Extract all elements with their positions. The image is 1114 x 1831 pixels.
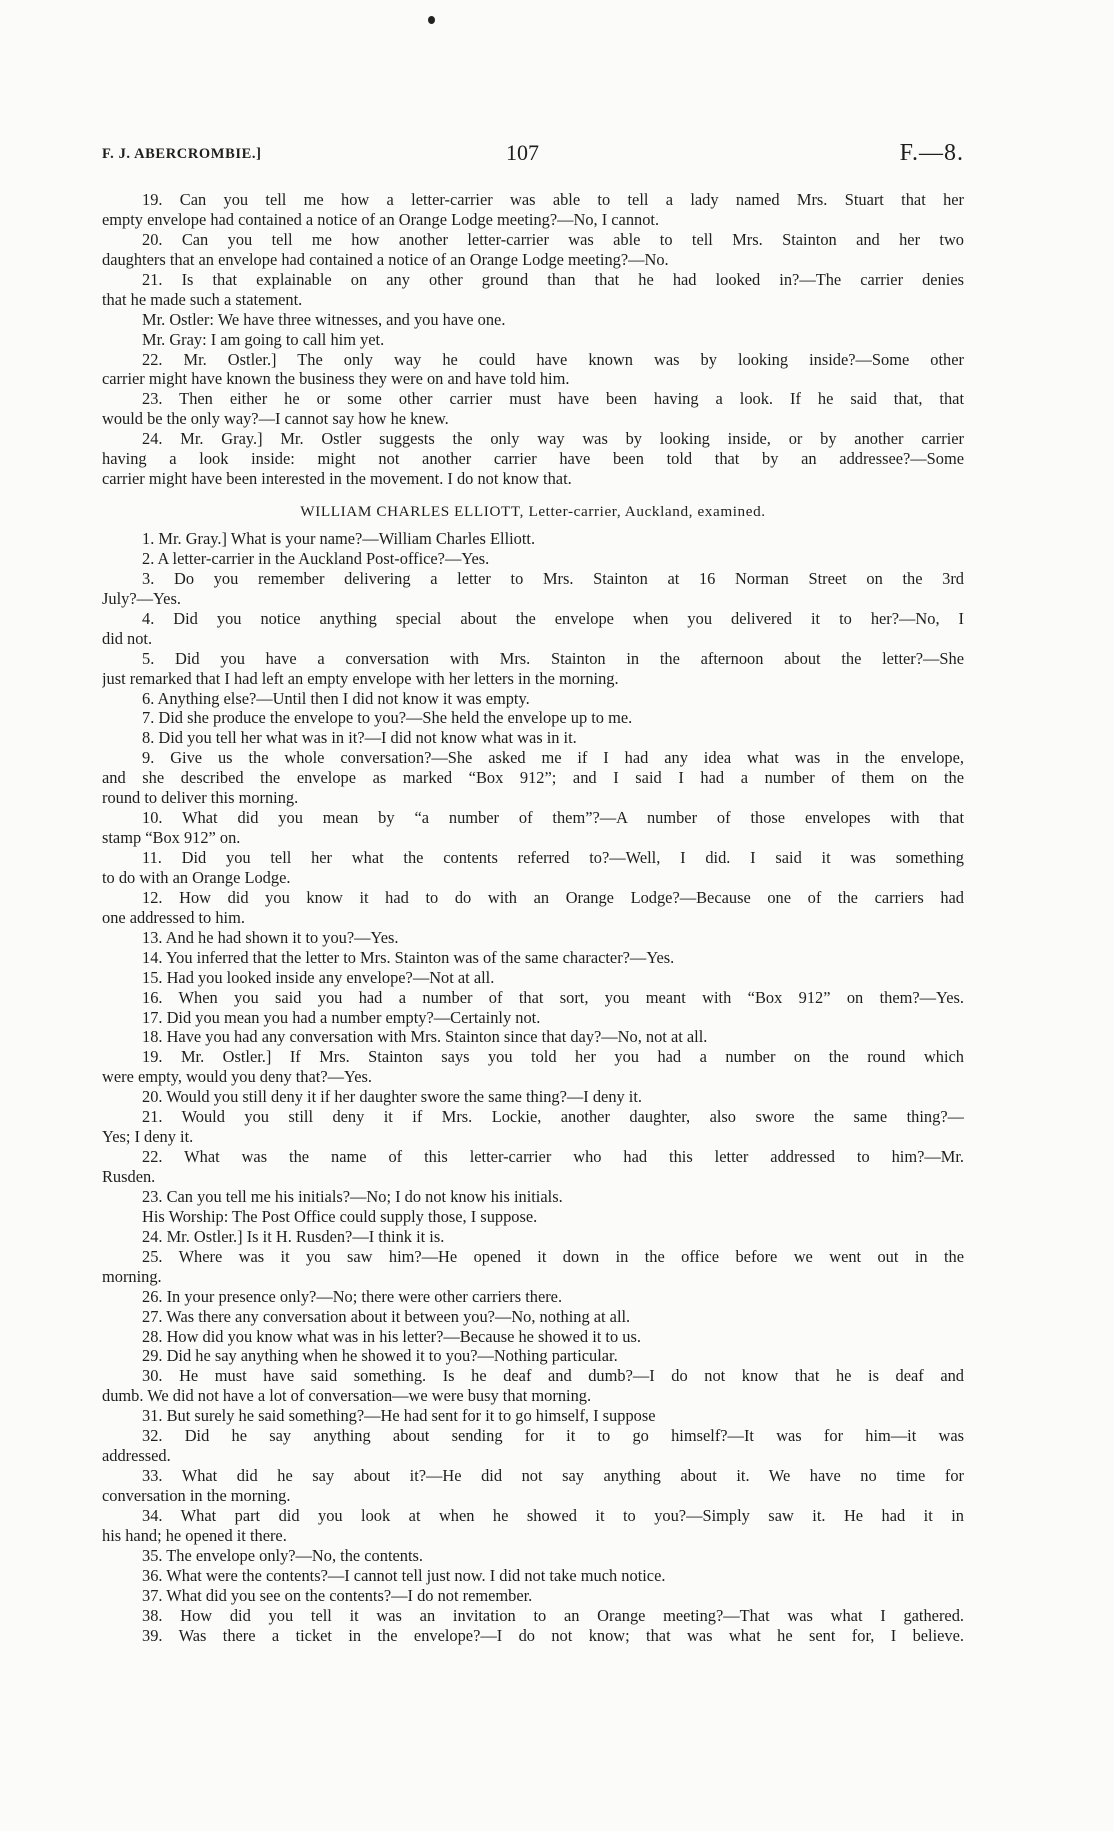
transcript-line: 4. Did you notice anything special about the envelope when you delivered it to her?—No, I xyxy=(142,608,964,628)
transcript-line: 19. Mr. Ostler.] If Mrs. Stainton says you told her you had a number on the round which xyxy=(142,1047,964,1067)
transcript-line: carrier might have known the business they were on and have told him. xyxy=(102,369,570,389)
transcript-line: 38. How did you tell it was an invitation to an Orange meeting?—That was what I gathered. xyxy=(142,1605,964,1625)
transcript-line: 29. Did he say anything when he showed it to you?—Nothing particular. xyxy=(142,1346,618,1366)
transcript-line: 21. Is that explainable on any other ground than that he had looked in?—The carrier denies xyxy=(142,269,964,289)
previous-witness-section xyxy=(102,190,964,489)
transcript-line: 13. And he had shown it to you?—Yes. xyxy=(142,927,399,947)
transcript-line: 7. Did she produce the envelope to you?—She held the envelope up to me. xyxy=(142,708,633,728)
transcript-line: 22. Mr. Ostler.] The only way he could have known was by looking inside?—Some other xyxy=(142,349,964,369)
transcript-line: were empty, would you deny that?—Yes. xyxy=(102,1067,372,1087)
transcript-line: 23. Can you tell me his initials?—No; I do not know his initials. xyxy=(142,1186,563,1206)
transcript-line: stamp “Box 912” on. xyxy=(102,828,241,848)
transcript-body xyxy=(102,190,964,1646)
transcript-line: 34. What part did you look at when he showed it to you?—Simply saw it. He had it in xyxy=(142,1505,964,1525)
header-witness-name: F. J. ABERCROMBIE.] xyxy=(102,146,262,162)
transcript-line: that he made such a statement. xyxy=(102,289,303,309)
transcript-line: 12. How did you know it had to do with an Orange Lodge?—Because one of the carriers had xyxy=(142,887,964,907)
transcript-line: 22. What was the name of this letter-carrier who had this letter addressed to him?—Mr. xyxy=(142,1147,964,1167)
transcript-line: 10. What did you mean by “a number of them”?—A number of those envelopes with that xyxy=(142,808,964,828)
transcript-line: one addressed to him. xyxy=(102,907,245,927)
transcript-line: 9. Give us the whole conversation?—She asked me if I had any idea what was in the envelope, xyxy=(142,748,964,768)
transcript-line: Mr. Gray: I am going to call him yet. xyxy=(142,329,385,349)
transcript-line: his hand; he opened it there. xyxy=(102,1525,287,1545)
transcript-line: morning. xyxy=(102,1266,162,1286)
transcript-line: empty envelope had contained a notice of an Orange Lodge meeting?—No, I cannot. xyxy=(102,209,660,229)
transcript-line: 21. Would you still deny it if Mrs. Lockie, another daughter, also swore the same thing?— xyxy=(142,1107,964,1127)
transcript-line: 1. Mr. Gray.] What is your name?—William Charles Elliott. xyxy=(142,529,536,548)
transcript-line: 37. What did you see on the contents?—I do not remember. xyxy=(142,1585,533,1605)
transcript-line: and she described the envelope as marked “Box 912”; and I said I had a number of them on the xyxy=(102,768,964,788)
transcript-line: to do with an Orange Lodge. xyxy=(102,867,291,887)
transcript-line: 24. Mr. Gray.] Mr. Ostler suggests the only way was by looking inside, or by another carrier xyxy=(142,429,964,449)
transcript-line: 28. How did you know what was in his letter?—Because he showed it to us. xyxy=(142,1326,641,1346)
transcript-line: 15. Had you looked inside any envelope?—Not at all. xyxy=(142,967,495,987)
transcript-line: 16. When you said you had a number of that sort, you meant with “Box 912” on them?—Yes. xyxy=(142,987,964,1007)
transcript-line: 6. Anything else?—Until then I did not know it was empty. xyxy=(142,688,530,708)
ink-dot xyxy=(428,16,435,24)
transcript-line: addressed. xyxy=(102,1446,171,1466)
transcript-line: Mr. Ostler: We have three witnesses, and you have one. xyxy=(142,309,506,329)
transcript-line: would be the only way?—I cannot say how he knew. xyxy=(102,409,449,429)
transcript-line: Yes; I deny it. xyxy=(102,1127,194,1147)
transcript-line: 30. He must have said something. Is he deaf and dumb?—I do not know that he is deaf and xyxy=(142,1366,964,1386)
transcript-line: 23. Then either he or some other carrier must have been having a look. If he said that, that xyxy=(142,389,964,409)
transcript-line: round to deliver this morning. xyxy=(102,788,299,808)
transcript-line: His Worship: The Post Office could supply those, I suppose. xyxy=(142,1206,538,1226)
transcript-line: 35. The envelope only?—No, the contents. xyxy=(142,1545,424,1565)
page-number: 107 xyxy=(506,140,539,165)
transcript-line: 39. Was there a ticket in the envelope?—I do not know; that was what he sent for, I believe. xyxy=(142,1625,964,1645)
witness-heading: WILLIAM CHARLES ELLIOTT, Letter-carrier, Auckland, examined. xyxy=(300,503,766,521)
transcript-line: daughters that an envelope had contained a notice of an Orange Lodge meeting?—No. xyxy=(102,249,669,269)
elliott-examination-section xyxy=(102,529,964,1646)
transcript-line: 36. What were the contents?—I cannot tell just now. I did not take much notice. xyxy=(142,1565,666,1585)
transcript-line: 31. But surely he said something?—He had sent for it to go himself, I suppose xyxy=(142,1406,656,1426)
transcript-line: carrier might have been interested in the movement. I do not know that. xyxy=(102,469,572,489)
transcript-line: Rusden. xyxy=(102,1167,156,1186)
transcript-line: 32. Did he say anything about sending for it to go himself?—It was for him—it was xyxy=(142,1426,964,1446)
transcript-line: 20. Can you tell me how another letter-carrier was able to tell Mrs. Stainton and her two xyxy=(142,229,964,249)
transcript-line: just remarked that I had left an empty envelope with her letters in the morning. xyxy=(102,668,619,688)
transcript-line: 18. Have you had any conversation with Mrs. Stainton since that day?—No, not at all. xyxy=(142,1027,708,1047)
transcript-line: having a look inside: might not another carrier have been told that by an addressee?—Some xyxy=(102,449,964,469)
transcript-line: 26. In your presence only?—No; there were other carriers there. xyxy=(142,1286,563,1306)
transcript-line: 17. Did you mean you had a number empty?—Certainly not. xyxy=(142,1007,541,1027)
transcript-line: 24. Mr. Ostler.] Is it H. Rusden?—I think it is. xyxy=(142,1226,445,1246)
transcript-line: 25. Where was it you saw him?—He opened it down in the office before we went out in the xyxy=(142,1246,964,1266)
transcript-line: 27. Was there any conversation about it between you?—No, nothing at all. xyxy=(142,1306,631,1326)
transcript-line: 3. Do you remember delivering a letter to Mrs. Stainton at 16 Norman Street on the 3rd xyxy=(142,568,964,588)
transcript-line: conversation in the morning. xyxy=(102,1486,291,1505)
transcript-line: 11. Did you tell her what the contents referred to?—Well, I did. I said it was something xyxy=(142,848,964,867)
header-document-code: F.—8. xyxy=(899,140,964,166)
transcript-line: did not. xyxy=(102,628,153,648)
transcript-line: 5. Did you have a conversation with Mrs. Stainton in the afternoon about the letter?—She xyxy=(142,648,964,668)
transcript-line: dumb. We did not have a lot of conversation—we were busy that morning. xyxy=(102,1386,592,1406)
transcript-line: 19. Can you tell me how a letter-carrier was able to tell a lady named Mrs. Stuart that her xyxy=(142,190,964,209)
transcript-line: July?—Yes. xyxy=(102,588,181,608)
page-header xyxy=(102,140,964,166)
transcript-line: 2. A letter-carrier in the Auckland Post-office?—Yes. xyxy=(142,548,490,568)
transcript-line: 14. You inferred that the letter to Mrs. Stainton was of the same character?—Yes. xyxy=(142,947,675,967)
transcript-line: 33. What did he say about it?—He did not say anything about it. We have no time for xyxy=(142,1466,964,1486)
transcript-line: 8. Did you tell her what was in it?—I did not know what was in it. xyxy=(142,728,577,748)
transcript-line: 20. Would you still deny it if her daughter swore the same thing?—I deny it. xyxy=(142,1087,643,1107)
